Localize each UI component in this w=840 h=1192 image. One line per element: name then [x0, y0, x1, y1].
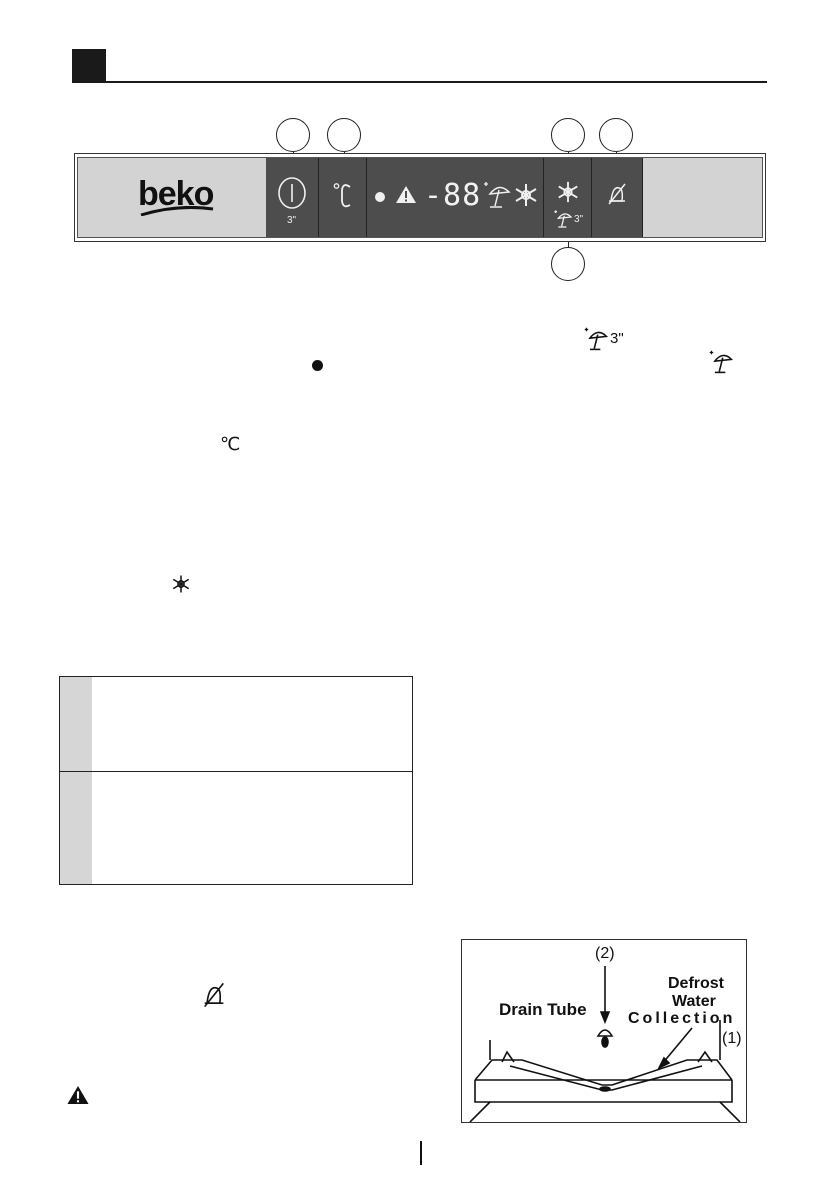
alarm-off-button[interactable] [592, 158, 643, 237]
muted-bell-icon [201, 981, 227, 1009]
figure-label-2: (2) [595, 945, 615, 962]
warning-icon [66, 1085, 90, 1105]
vacation-umbrella-icon [708, 349, 734, 375]
notes-divider [60, 771, 412, 772]
figure-label-1: (1) [722, 1030, 742, 1047]
vacation-umbrella-icon [482, 180, 512, 210]
figure-collection-label: Collection [628, 1010, 736, 1027]
vacation-hold-text: 3" [610, 330, 624, 347]
dot-indicator-icon [312, 360, 323, 371]
celsius-icon [333, 182, 353, 210]
figure-drain-tube-label: Drain Tube [499, 1000, 587, 1019]
callout-circle-temperature [327, 118, 361, 152]
defrost-figure [461, 939, 747, 1123]
display-area [367, 158, 544, 237]
temperature-display: -88 [424, 178, 482, 213]
quick-freeze-button[interactable] [544, 158, 592, 237]
vacation-umbrella-icon [553, 209, 573, 229]
figure-water-label: Water [672, 993, 716, 1010]
snowflake-icon [513, 182, 539, 208]
notes-side-strip [60, 677, 92, 884]
temperature-button[interactable] [319, 158, 367, 237]
page-footer-bar [420, 1141, 422, 1165]
celsius-symbol: ℃ [220, 434, 241, 455]
callout-circle-quick-freeze [551, 118, 585, 152]
brand-logo-swoosh [140, 206, 214, 216]
callout-circle-power [276, 118, 310, 152]
callout-circle-alarm-off [599, 118, 633, 152]
power-hold-label: 3" [287, 215, 297, 226]
snowflake-icon [556, 180, 580, 204]
section-marker [72, 49, 106, 83]
power-button[interactable] [266, 158, 319, 237]
figure-defrost-label: Defrost [668, 975, 725, 992]
defrost-drawing [462, 940, 746, 1122]
brand-logo: beko [138, 175, 214, 213]
header-rule [106, 81, 767, 83]
warning-icon [395, 185, 417, 204]
power-icon [276, 176, 308, 210]
vacation-umbrella-icon [583, 326, 609, 352]
callout-circle-vacation [551, 247, 585, 281]
muted-bell-icon [606, 182, 628, 206]
dot-indicator-icon [375, 192, 385, 202]
vacation-hold-label: 3" [574, 214, 584, 225]
notes-box [59, 676, 413, 885]
snowflake-icon [171, 574, 191, 594]
